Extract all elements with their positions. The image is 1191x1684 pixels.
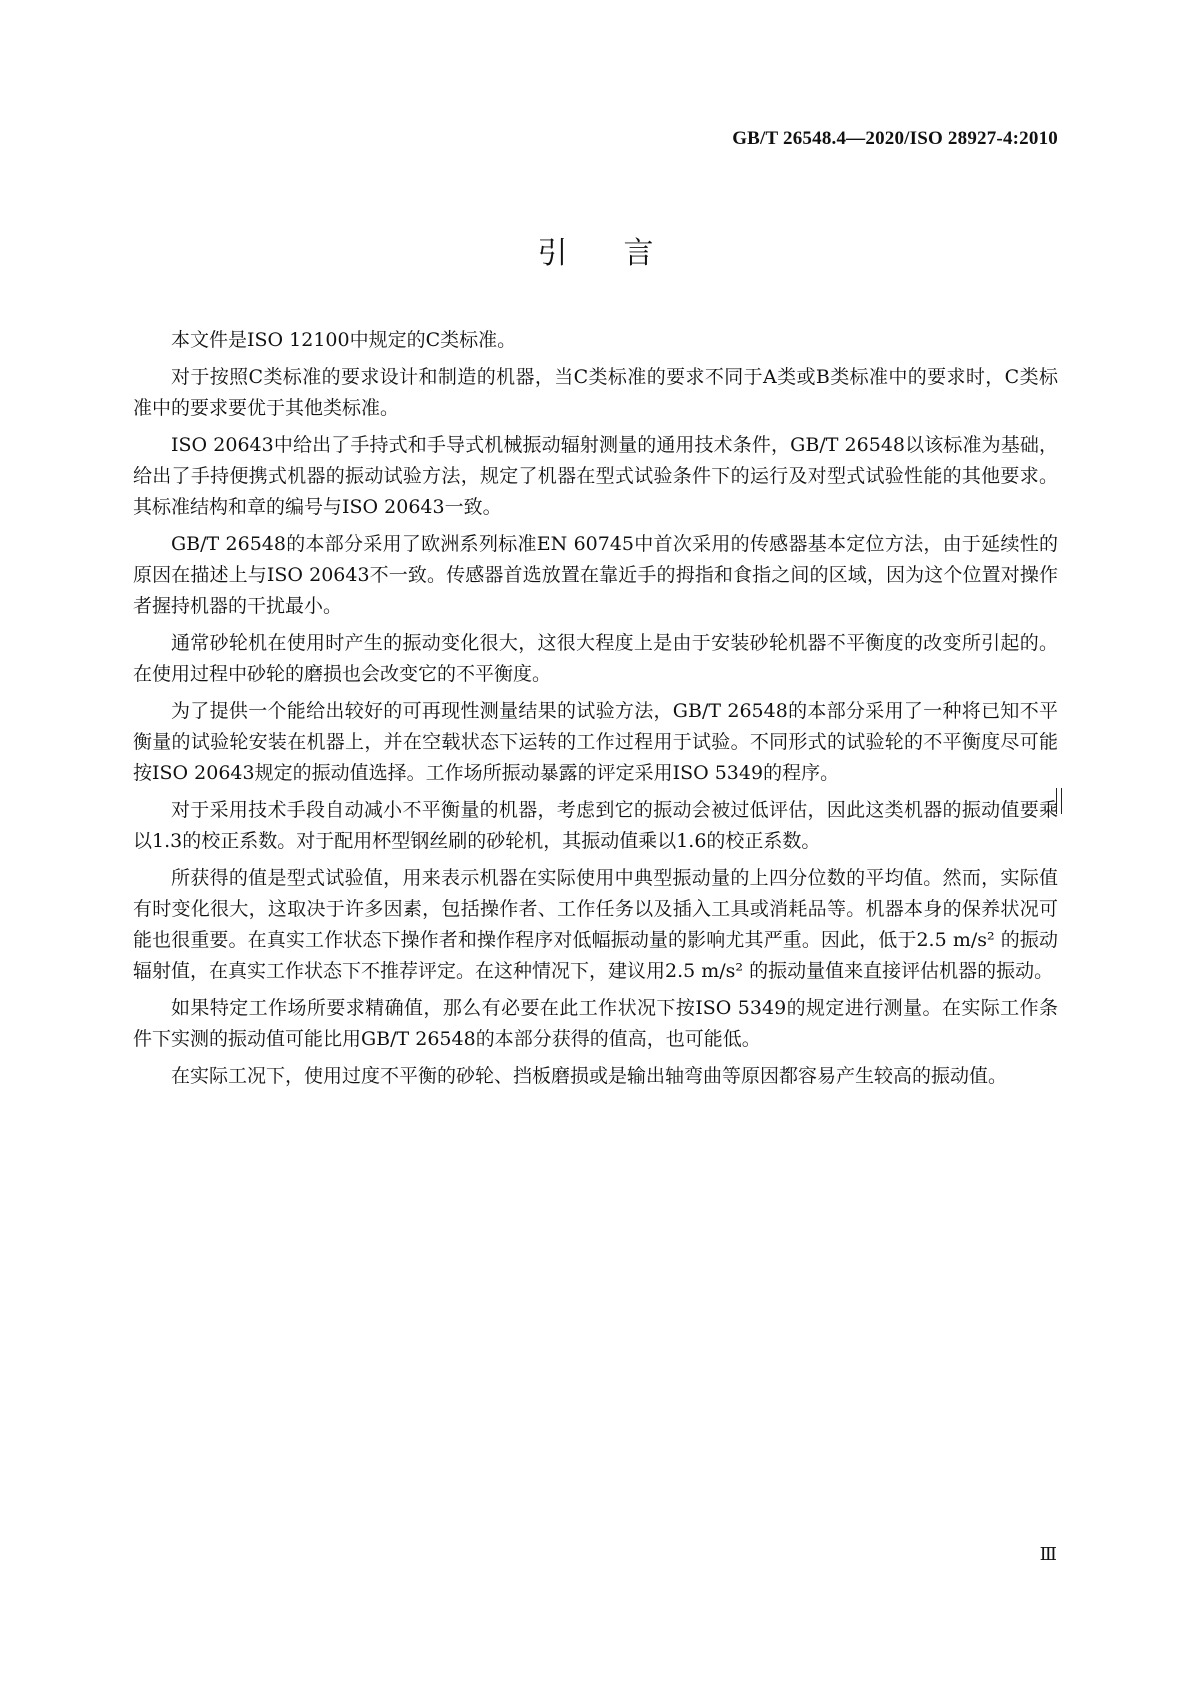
paragraph: 通常砂轮机在使用时产生的振动变化很大，这很大程度上是由于安装砂轮机器不平衡度的改变所引起的。在使用过程中砂轮的磨损也会改变它的不平衡度。 xyxy=(133,632,1058,685)
paragraph: 在实际工况下，使用过度不平衡的砂轮、挡板磨损或是输出轴弯曲等原因都容易产生较高的振动值。 xyxy=(171,1065,1008,1087)
standard-number-header: GB/T 26548.4—2020/ISO 28927-4:2010 xyxy=(732,128,1058,149)
paragraph: GB/T 26548的本部分采用了欧洲系列标准EN 60745中首次采用的传感器基本定位方法，由于延续性的原因在描述上与ISO 20643不一致。传感器首选放置在靠近手的拇指和食指之间的区域，因为这个位置对操作者握持机器的干扰最小。 xyxy=(133,533,1058,617)
paragraph: 为了提供一个能给出较好的可再现性测量结果的试验方法，GB/T 26548的本部分采用了一种将已知不平衡量的试验轮安装在机器上，并在空载状态下运转的工作过程用于试验。不同形式的试验轮的不平衡度尽可能按ISO 20643规定的振动值选择。工作场所振动暴露的评定采用ISO 5349的程序。 xyxy=(133,700,1058,784)
paragraph: 对于按照C类标准的要求设计和制造的机器，当C类标准的要求不同于A类或B类标准中的要求时，C类标准中的要求要优于其他类标准。 xyxy=(133,366,1058,419)
paragraph: ISO 20643中给出了手持式和手导式机械振动辐射测量的通用技术条件，GB/T 26548以该标准为基础，给出了手持便携式机器的振动试验方法，规定了机器在型式试验条件下的运行及对型式试验性能的其他要求。其标准结构和章的编号与ISO 20643一致。 xyxy=(133,434,1058,518)
introduction-body xyxy=(133,325,1058,1098)
page-number: Ⅲ xyxy=(1039,1544,1057,1564)
paragraph: 所获得的值是型式试验值，用来表示机器在实际使用中典型振动量的上四分位数的平均值。然而，实际值有时变化很大，这取决于许多因素，包括操作者、工作任务以及插入工具或消耗品等。机器本身的保养状况可能也很重要。在真实工作状态下操作者和操作程序对低幅振动量的影响尤其严重。因此，低于2.5 m/s² 的振动辐射值，在真实工作状态下不推荐评定。在这种情况下，建议用2.5 m/s² 的振动量值来直接评估机器的振动。 xyxy=(133,867,1058,982)
paragraph: 本文件是ISO 12100中规定的C类标准。 xyxy=(171,329,517,351)
page-title: 引言 xyxy=(537,236,710,271)
revision-change-bar xyxy=(1056,788,1062,814)
paragraph: 对于采用技术手段自动减小不平衡量的机器，考虑到它的振动会被过低评估，因此这类机器的振动值要乘以1.3的校正系数。对于配用杯型钢丝刷的砂轮机，其振动值乘以1.6的校正系数。 xyxy=(133,799,1058,852)
paragraph: 如果特定工作场所要求精确值，那么有必要在此工作状况下按ISO 5349的规定进行测量。在实际工作条件下实测的振动值可能比用GB/T 26548的本部分获得的值高，也可能低。 xyxy=(133,997,1058,1050)
